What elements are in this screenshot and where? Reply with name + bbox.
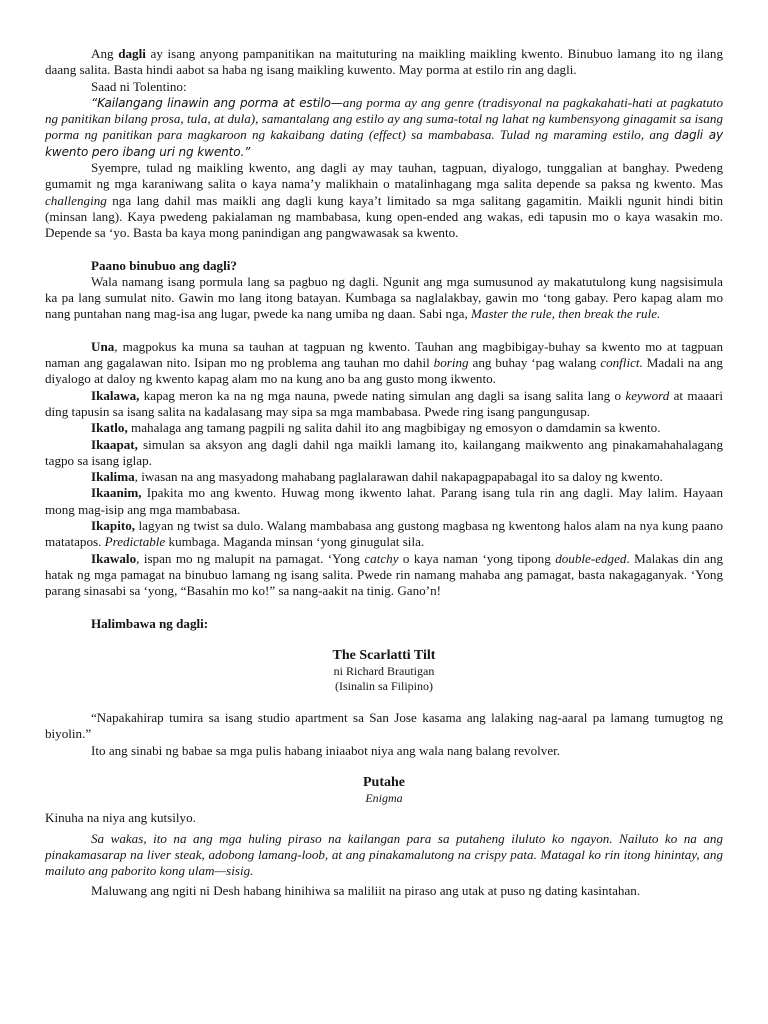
tolentino-quote: “Kailangang linawin ang porma at estilo—ang porma ay ang genre (tradisyonal na pagkakahati-hati at pagkatuto ng panitikan bilang prosa, tula, at dula), samantalang ang estilo ay ang suma-total ng lahat ng kumbensyong ginagamit sa isang porma ng panitikan para magkaroon ng kakaibang dating (effect) sa mambabasa. Tulad ng maraming estilo, ang dagli ay kwento pero ibang uri ng kwento.” [45, 94, 723, 159]
story2-paragraph-1: Kinuha na niya ang kutsilyo. [45, 810, 196, 826]
section-heading-halimbawa: Halimbawa ng dagli: [91, 615, 209, 631]
step-ikaanim: Ikaanim, Ipakita mo ang kwento. Huwag mong ikwento lahat. Parang isang tula rin ang dagli. May lalim. Hayaan mong mag-isip ang mga mambabasa. [45, 485, 723, 517]
step-ikalawa: Ikalawa, kapag meron ka na ng mga nauna, pwede nating simulan ang dagli sa isang salita lang o keyword at maaari ding tapusin sa isang salita na kadalasang may sipa sa mga mambabasa. Pwede ring isang pangungusap. [45, 387, 723, 419]
story1-title: The Scarlatti Tilt [332, 647, 436, 663]
story1-author: ni Richard Brautigan [333, 664, 435, 679]
step-ikatlo: Ikatlo, mahalaga ang tamang pagpili ng salita dahil ito ang magbibigay ng emosyon o damdamin sa kwento. [91, 420, 661, 436]
term-dagli: dagli [118, 46, 146, 61]
step-ikawalo: Ikawalo, ispan mo ng malupit na pamagat. ‘Yong catchy o kaya naman ‘yong tipong double-edged. Malakas din ang hatak ng mga pamagat na binubuo lamang ng isang salita. Pwede rin namang mahaba ang pamagat, basta nakagaganyak. ‘Yong parang sinasabi sa ‘yong, “Basahin mo ko!” sa nang-aakit na tinig. Gano’n! [45, 550, 723, 599]
story2-author: Enigma [365, 791, 403, 806]
story1-note: (Isinalin sa Filipino) [335, 679, 433, 694]
step-ikapito: Ikapito, lagyan ng twist sa dulo. Walang mambabasa ang gustong magbasa ng kwentong halos alam na nya kung paano matatapos. Predictable kumbaga. Maganda minsan ‘yong ginugulat sila. [45, 518, 723, 550]
saad-line: Saad ni Tolentino: [91, 78, 187, 94]
story1-paragraph-1: “Napakahirap tumira sa isang studio apartment sa San Jose kasama ang lalaking nag-aaral pa lamang tumugtog ng biyolin.” [45, 710, 723, 742]
intro-paragraph: Ang dagli ay isang anyong pampanitikan na maituturing na maikling maikling kwento. Binubuo lamang ito ng ilang daang salita. Basta hindi aabot sa haba ng isang maikling kuwento. May porma at estilo rin ang dagli. [45, 46, 724, 78]
paano-paragraph: Wala namang isang pormula lang sa pagbuo ng dagli. Ngunit ang mga sumusunod ay makatutulong kung nagsisimula ka pa lang sumulat nito. Gawin mo lang itong batayan. Kumbaga sa naglalakbay, gawin mo ‘tong gabay. Pero kapag alam mo nang puntahan nang mag-isa ang lugar, pwede ka nang umiba ng daan. Sabi nga, Master the rule, then break the rule. [45, 273, 723, 322]
story2-paragraph-2: Sa wakas, ito na ang mga huling piraso na kailangan para sa putaheng iluluto ko ngayon. Nailuto ko na ang pinakamasarap na liver steak, adobong lamang-loob, at ang pinakamalutong na crispy pata. Matagal ko rin itong hinintay, ang mailuto ang paborito kong ulam—sisig. [45, 830, 723, 879]
story1-paragraph-2: Ito ang sinabi ng babae sa mga pulis habang iniaabot niya ang wala nang balang revolver. [91, 742, 561, 758]
step-una: Una, magpokus ka muna sa tauhan at tagpuan ng kwento. Tauhan ang magbibigay-buhay sa kwento mo at tagpuan naman ang gagalawan nito. Isipan mo ng problema ang tauhan mo dahil boring ang buhay ‘pag walang conflict. Madali na ang diyalogo at daloy ng kwento kapag alam mo na kung ano ba ang gusto mong ikwento. [45, 338, 723, 387]
elements-paragraph: Syempre, tulad ng maikling kwento, ang dagli ay may tauhan, tagpuan, diyalogo, tunggalian at banghay. Pwedeng gumamit ng mga karaniwang salita o kaya nama’y malikhain o matalinhagang mga salita depende sa paksa ng kwento. Mas challenging nga lang dahil mas maikli ang dagli kung kaya’t limitado sa mga salitang gagamitin. Maikli ngunit hindi bitin (minsan lang). Kaya pwedeng pakialaman ng mambabasa, kung open-ended ang wakas, edi tapusin mo o kaya wasakin mo. Depende sa ‘yo. Basta ba kaya mong panindigan ang pangwawasak sa kwento. [45, 160, 723, 241]
section-heading-paano: Paano binubuo ang dagli? [91, 257, 237, 273]
step-ikalima: Ikalima, iwasan na ang masyadong mahabang paglalarawan dahil nakapagpapabagal ito sa daloy ng kwento. [91, 469, 663, 485]
step-ikaapat: Ikaapat, simulan sa aksyon ang dagli dahil nga maikli lamang ito, kailangang maikwento ang pinakamahahalagang tagpo sa isang iglap. [45, 436, 723, 468]
story2-paragraph-3: Maluwang ang ngiti ni Desh habang hinihiwa sa maliliit na piraso ang utak at puso ng dating kasintahan. [91, 883, 641, 899]
story2-title: Putahe [363, 774, 405, 790]
